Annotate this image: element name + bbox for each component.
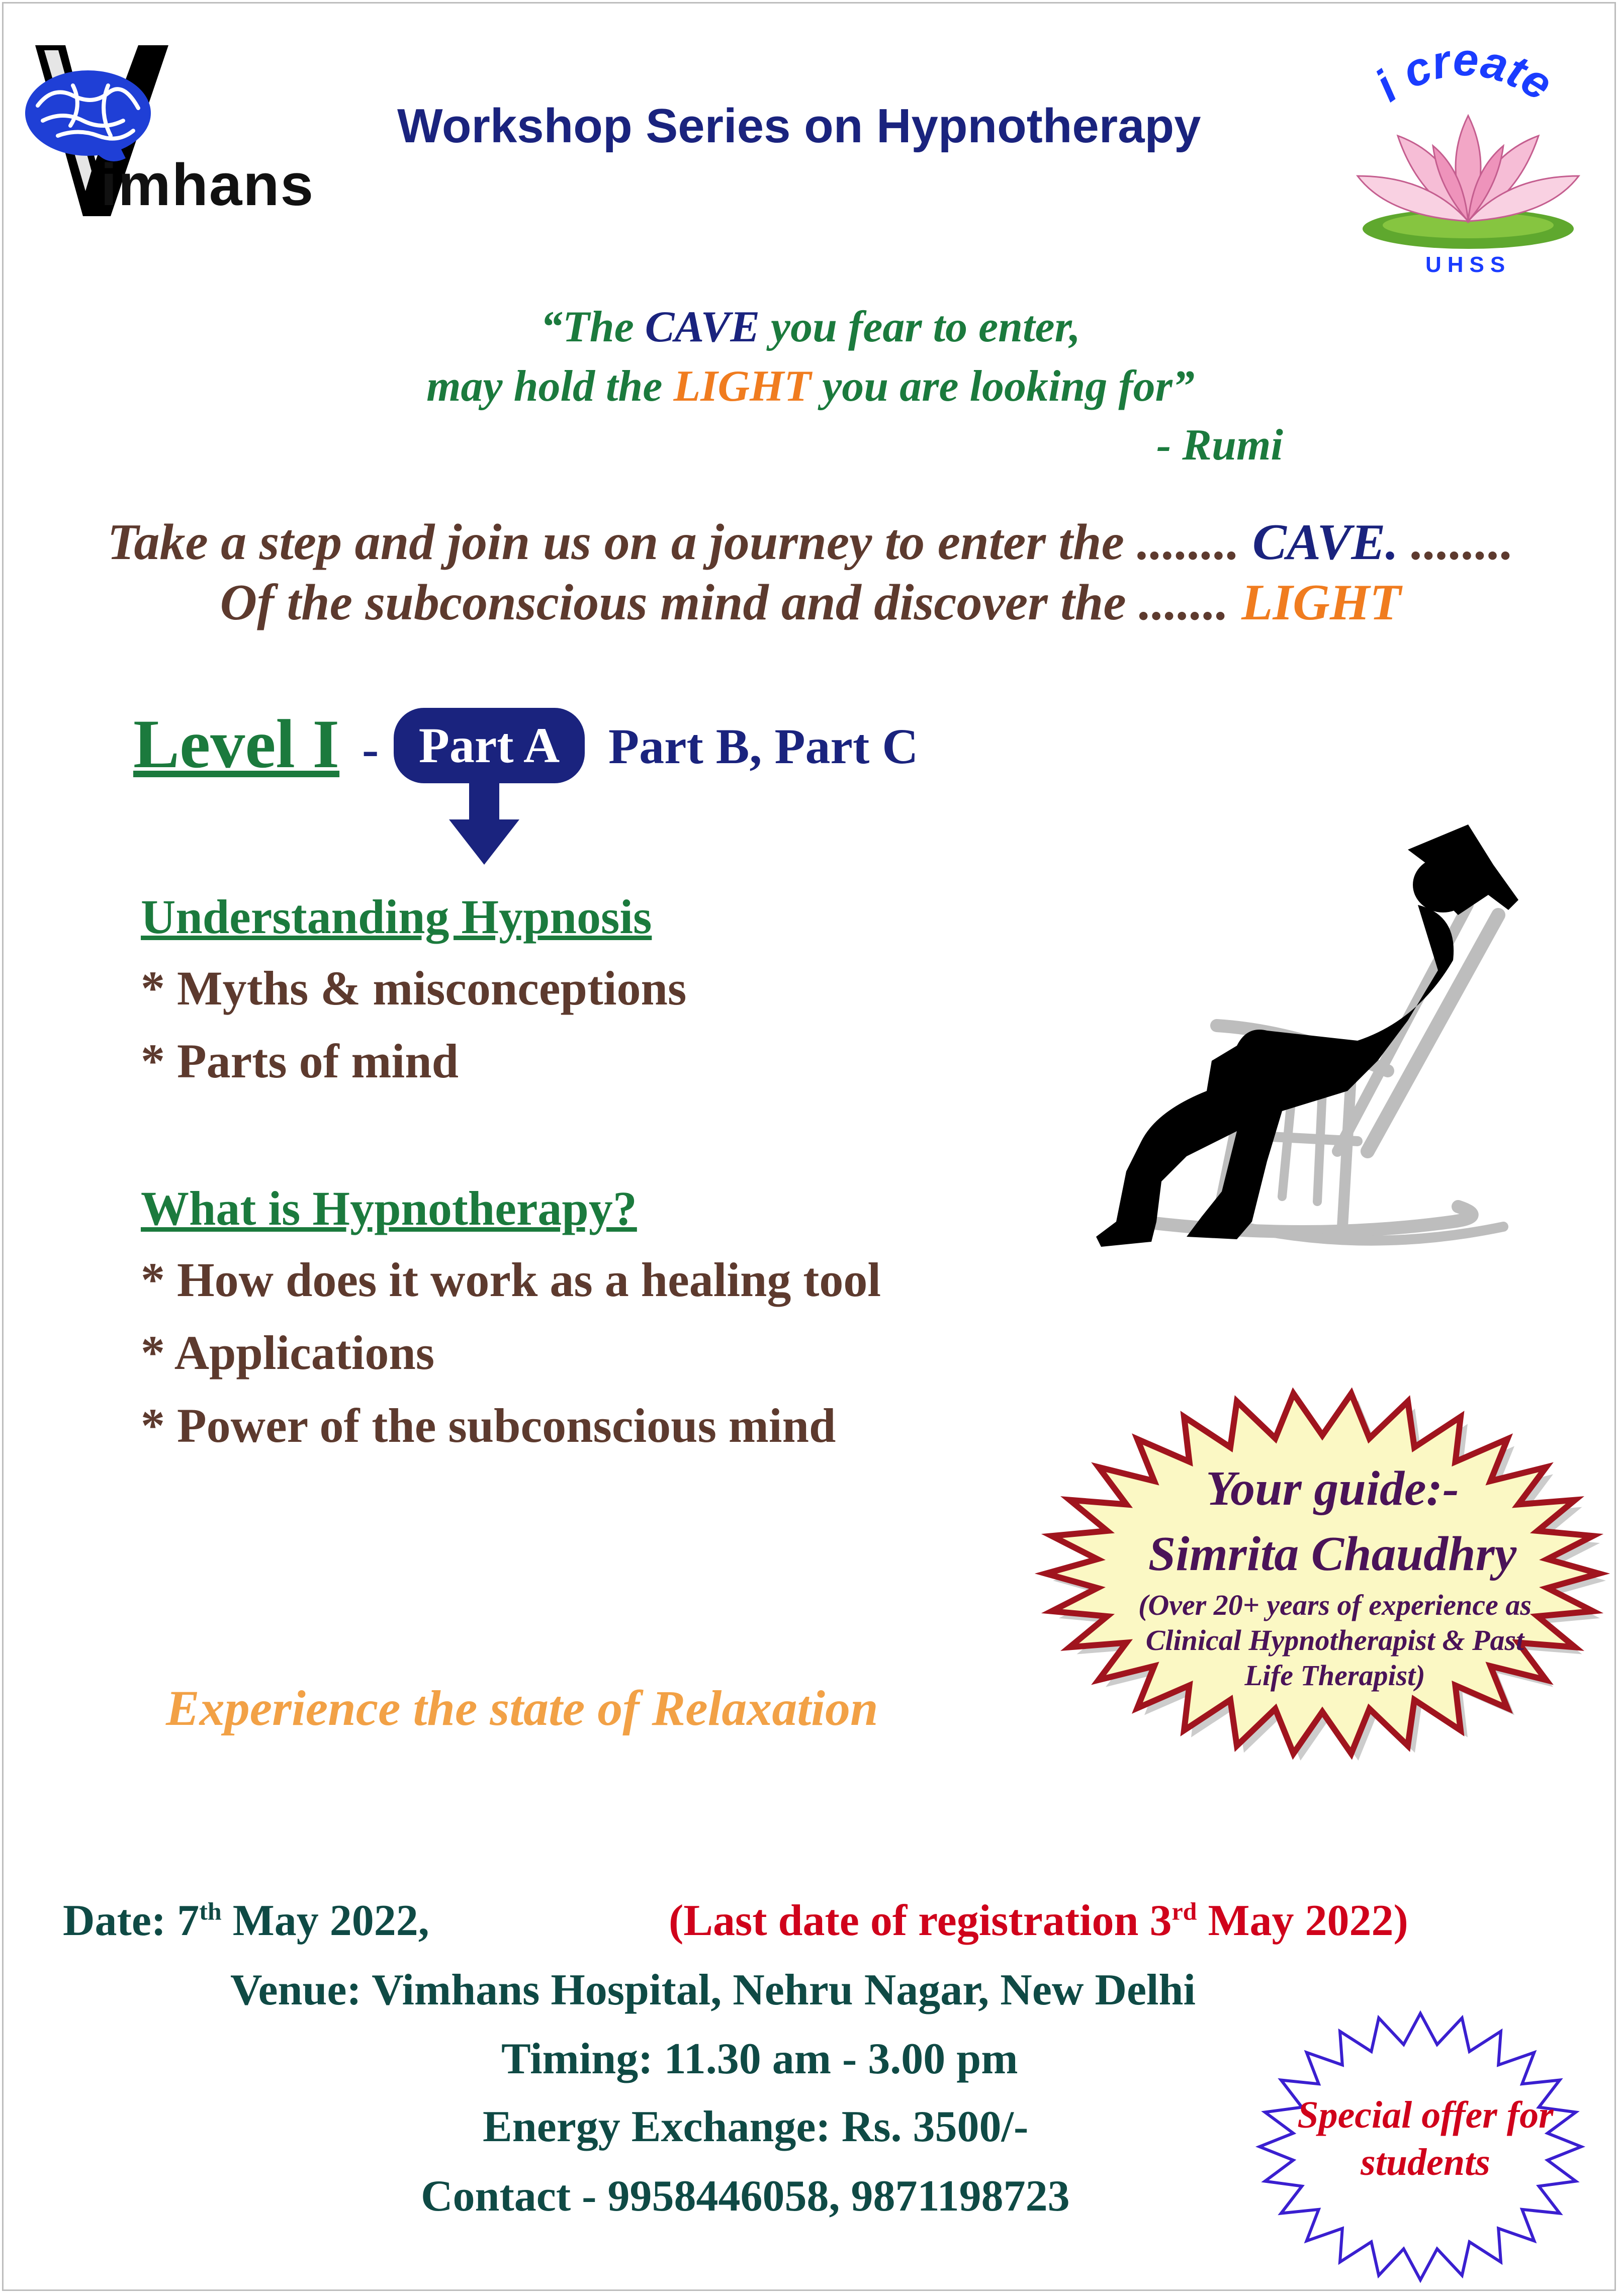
list-item: * Power of the subconscious mind xyxy=(141,1399,836,1452)
date-sup: th xyxy=(199,1897,222,1925)
date-prefix: Date: 7 xyxy=(63,1896,200,1945)
tagline-line-1 xyxy=(0,513,1621,572)
lotus-icon xyxy=(1342,96,1594,256)
guide-name: Simrita Chaudhry xyxy=(1148,1527,1517,1581)
event-venue: Venue: Vimhans Hospital, Nehru Nagar, New Delhi xyxy=(230,1966,1196,2014)
page-title: Workshop Series on Hypnotherapy xyxy=(397,99,1201,153)
event-date xyxy=(63,1895,429,1946)
relaxation-tagline: Experience the state of Relaxation xyxy=(166,1680,878,1736)
quote-text: may hold the xyxy=(426,362,674,411)
tagline-text: Of the subconscious mind and discover the ....... xyxy=(220,574,1242,631)
date-suffix: May 2022, xyxy=(221,1896,429,1945)
section-heading: Understanding Hypnosis xyxy=(141,890,652,944)
reg-suffix: May 2022) xyxy=(1197,1896,1408,1945)
part-a-badge: Part A xyxy=(394,708,585,783)
quote-cave: CAVE xyxy=(645,303,760,351)
tagline-text: ........ xyxy=(1398,514,1514,571)
registration-deadline xyxy=(669,1895,1408,1946)
down-arrow-icon xyxy=(449,774,519,865)
level-label: Level I xyxy=(133,705,340,782)
tagline-light: LIGHT xyxy=(1241,574,1401,631)
uhss-text: UHSS xyxy=(1425,252,1511,277)
reg-prefix: (Last date of registration 3 xyxy=(669,1896,1172,1945)
list-item: * Parts of mind xyxy=(141,1034,459,1088)
guide-label: Your guide:- xyxy=(1206,1461,1459,1516)
guide-description: (Over 20+ years of experience as Clinical Hypnotherapist & Past Life Therapist) xyxy=(1138,1589,1532,1692)
section-heading: What is Hypnotherapy? xyxy=(141,1181,637,1235)
event-contact: Contact - 9958446058, 9871198723 xyxy=(421,2172,1070,2221)
rocking-chair-illustration xyxy=(1056,809,1559,1312)
quote-author: - Rumi xyxy=(1156,421,1283,470)
list-item: * Myths & misconceptions xyxy=(141,961,687,1015)
special-offer-text: Special offer for students xyxy=(1297,2094,1554,2183)
quote-text: you are looking for” xyxy=(811,362,1195,411)
tagline-text: Take a step and join us on a journey to enter the ........ xyxy=(107,514,1252,571)
icreate-text: i create xyxy=(1366,34,1561,112)
reg-sup: rd xyxy=(1172,1897,1197,1925)
brain-icon xyxy=(23,65,153,161)
level-dash: - xyxy=(362,721,379,777)
vimhans-logo-text: imhans xyxy=(101,152,315,218)
quote-line-2 xyxy=(0,361,1621,412)
event-timing: Timing: 11.30 am - 3.00 pm xyxy=(501,2035,1018,2083)
quote-light: LIGHT xyxy=(673,362,812,411)
list-item: * How does it work as a healing tool xyxy=(141,1253,881,1307)
quote-text: “The xyxy=(541,303,645,351)
quote-line-1 xyxy=(0,302,1621,352)
event-fee: Energy Exchange: Rs. 3500/- xyxy=(483,2102,1029,2151)
quote-text: you fear to enter, xyxy=(760,303,1080,351)
part-bc-label: Part B, Part C xyxy=(608,718,919,774)
tagline-cave: CAVE. xyxy=(1252,514,1398,571)
list-item: * Applications xyxy=(141,1326,435,1380)
tagline-line-2 xyxy=(0,573,1621,632)
